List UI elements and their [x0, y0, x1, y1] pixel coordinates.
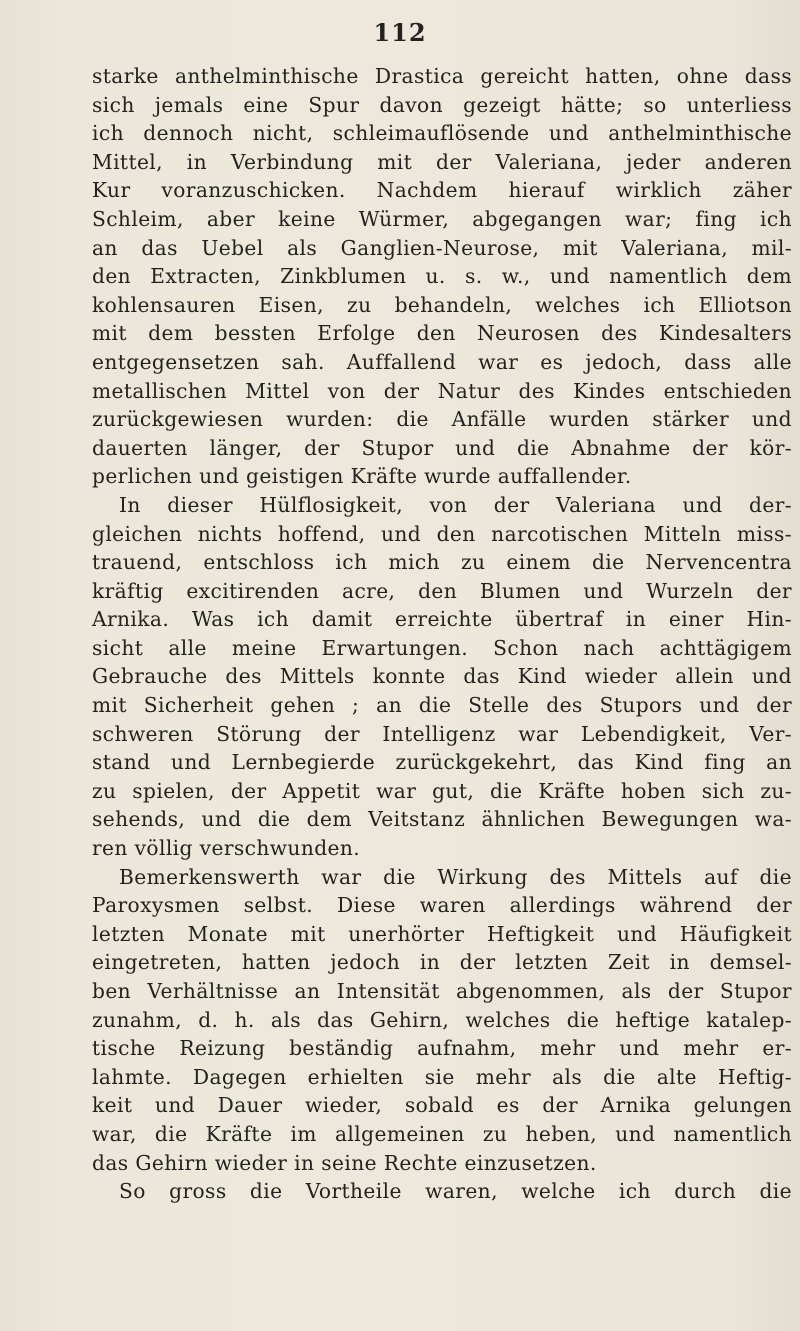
text-line: eingetreten, hatten jedoch in der letzten Zeit in demsel-: [92, 950, 792, 975]
text-line: dauerten länger, der Stupor und die Abnahme der kör-: [92, 435, 792, 460]
text-line: gleichen nichts hoffend, und den narcotischen Mitteln miss-: [92, 521, 792, 546]
text-line: zurückgewiesen wurden: die Anfälle wurden stärker und: [92, 407, 792, 432]
text-line: Paroxysmen selbst. Diese waren allerdings während der: [92, 893, 792, 918]
text-line: sehends, und die dem Veitstanz ähnlichen Bewegungen wa-: [92, 807, 792, 832]
text-line: ren völlig verschwunden.: [92, 836, 361, 861]
text-line: ich dennoch nicht, schleimauflösende und anthelminthische: [92, 121, 792, 146]
text-line: Mittel, in Verbindung mit der Valeriana, jeder anderen: [92, 149, 792, 174]
text-line: mit Sicherheit gehen ; an die Stelle des Stupors und der: [92, 693, 792, 718]
text-line: perlichen und geistigen Kräfte wurde auffallender.: [92, 464, 632, 489]
text-line: kohlensauren Eisen, zu behandeln, welches ich Elliotson: [92, 292, 792, 317]
text-line: So gross die Vortheile waren, welche ich durch die: [119, 1179, 792, 1204]
text-line: lahmte. Dagegen erhielten sie mehr als die alte Heftig-: [92, 1064, 792, 1089]
text-line: schweren Störung der Intelligenz war Lebendigkeit, Ver-: [92, 721, 792, 746]
text-line: Arnika. Was ich damit erreichte übertraf in einer Hin-: [92, 607, 792, 632]
text-line: sicht alle meine Erwartungen. Schon nach achttägigem: [92, 635, 792, 660]
text-line: stand und Lernbegierde zurückgekehrt, das Kind fing an: [92, 750, 792, 775]
page-number: 112: [373, 18, 427, 47]
text-line: mit dem bessten Erfolge den Neurosen des Kindesalters: [92, 321, 792, 346]
text-line: das Gehirn wieder in seine Rechte einzusetzen.: [92, 1150, 597, 1175]
text-line: trauend, entschloss ich mich zu einem die Nervencentra: [92, 550, 792, 575]
text-line: ben Verhältnisse an Intensität abgenommen, als der Stupor: [92, 979, 792, 1003]
text-line: metallischen Mittel von der Natur des Kindes entschieden: [92, 378, 792, 403]
text-line: Kur voranzuschicken. Nachdem hierauf wirklich zäher: [92, 178, 792, 203]
body-text: [92, 62, 792, 1206]
text-line: letzten Monate mit unerhörter Heftigkeit und Häufigkeit: [92, 921, 792, 946]
text-line: Gebrauche des Mittels konnte das Kind wieder allein und: [92, 664, 792, 689]
text-line: entgegensetzen sah. Auffallend war es jedoch, dass alle: [92, 349, 792, 374]
text-line: zu spielen, der Appetit war gut, die Kräfte hoben sich zu-: [92, 778, 792, 803]
text-line: den Extracten, Zinkblumen u. s. w., und namentlich dem: [92, 264, 792, 289]
text-line: sich jemals eine Spur davon gezeigt hätte; so unterliess: [92, 92, 792, 117]
text-line: war, die Kräfte im allgemeinen zu heben, und namentlich: [92, 1121, 792, 1146]
text-line: tische Reizung beständig aufnahm, mehr und mehr er-: [92, 1036, 792, 1061]
text-line: an das Uebel als Ganglien-Neurose, mit Valeriana, mil-: [92, 235, 792, 260]
text-line: starke anthelminthische Drastica gereicht hatten, ohne dass: [92, 64, 792, 88]
text-line: Bemerkenswerth war die Wirkung des Mittels auf die: [119, 864, 792, 889]
text-line: Schleim, aber keine Würmer, abgegangen war; fing ich: [92, 206, 792, 231]
text-line: kräftig excitirenden acre, den Blumen und Wurzeln der: [92, 578, 792, 603]
text-line: In dieser Hülflosigkeit, von der Valeriana und der-: [119, 492, 792, 517]
text-line: keit und Dauer wieder, sobald es der Arnika gelungen: [92, 1093, 792, 1118]
text-line: zunahm, d. h. als das Gehirn, welches die heftige katalep-: [92, 1007, 792, 1032]
